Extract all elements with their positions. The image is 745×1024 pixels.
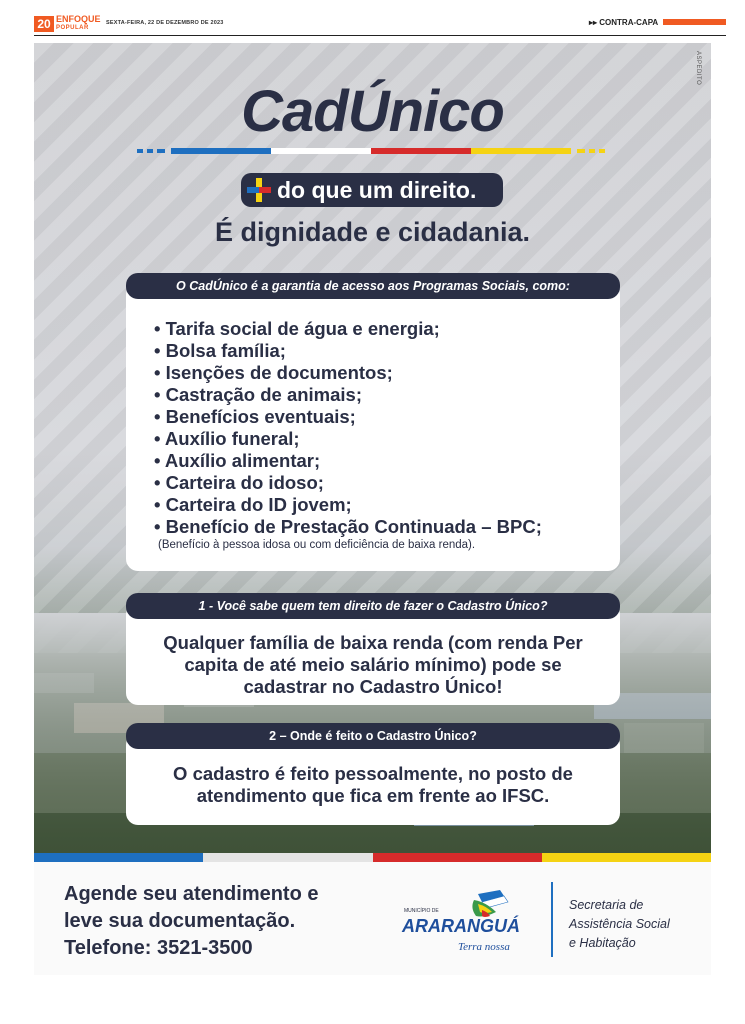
logo-slogan: Terra nossa (458, 941, 510, 953)
brand-name: ENFOQUE (56, 14, 101, 24)
cta-line: leve sua documentação. (64, 910, 296, 932)
programs-list (154, 318, 542, 552)
list-item: • Bolsa família; (154, 340, 286, 361)
cta-phone: Telefone: 3521-3500 (64, 937, 253, 959)
list-item: • Auxílio alimentar; (154, 450, 321, 471)
ad-title: CadÚnico (241, 79, 504, 144)
cta-line: Agende seu atendimento e (64, 883, 319, 905)
department-name (569, 896, 670, 953)
logo-name: ARARANGUÁ (402, 916, 520, 936)
question-2: 2 – Onde é feito o Cadastro Único? (126, 723, 620, 749)
tagline: do que um direito. (277, 177, 477, 203)
question-1: 1 - Você sabe quem tem direito de fazer o Cadastro Único? (126, 593, 620, 619)
dept-line: Assistência Social (569, 917, 670, 931)
dept-line: Secretaria de (569, 898, 644, 912)
photo-credit: ASPEDITO (695, 51, 701, 86)
advertisement (34, 43, 711, 855)
plus-icon (247, 178, 271, 202)
newspaper-header (34, 14, 726, 36)
brand-sub: POPULAR (56, 25, 89, 31)
page-number: 20 (34, 16, 54, 32)
ad-subtitle: É dignidade e cidadania. (214, 217, 531, 247)
municipality-logo (400, 890, 545, 960)
section-label: ▸▸ CONTRA-CAPA (589, 18, 659, 27)
list-item: • Castração de animais; (154, 384, 363, 405)
newspaper-brand (56, 15, 101, 33)
issue-date: SEXTA-FEIRA, 22 DE DEZEMBRO DE 2023 (106, 20, 224, 26)
answer-1 (126, 632, 620, 698)
logo-divider (551, 882, 553, 957)
answer-1-line: cadastrar no Cadastro Único! (243, 676, 503, 697)
answer-1-line: Qualquer família de baixa renda (com renda Per (163, 632, 583, 653)
answer-1-line: capita de até meio salário mínimo) pode se (184, 654, 562, 675)
list-item: • Isenções de documentos; (154, 362, 393, 383)
answer-2-line: atendimento que fica em frente ao IFSC. (196, 785, 550, 806)
programs-header: O CadÚnico é a garantia de acesso aos Programas Sociais, como: (126, 273, 620, 299)
list-item: • Benefícios eventuais; (154, 406, 356, 427)
call-to-action (64, 881, 319, 962)
color-band (34, 853, 711, 862)
list-item: • Benefício de Prestação Continuada – BPC; (154, 516, 542, 537)
section-bar (663, 19, 726, 25)
tagline-pill (241, 173, 503, 207)
header-rule (34, 35, 726, 36)
programs-note: (Benefício à pessoa idosa ou com deficiência de baixa renda). (158, 539, 476, 551)
list-item: • Tarifa social de água e energia; (154, 318, 440, 339)
list-item: • Auxílio funeral; (154, 428, 300, 449)
list-item: • Carteira do ID jovem; (154, 494, 352, 515)
dept-line: e Habitação (569, 936, 636, 950)
answer-2 (126, 763, 620, 807)
title-stripes (137, 147, 607, 155)
list-item: • Carteira do idoso; (154, 472, 324, 493)
answer-2-line: O cadastro é feito pessoalmente, no posto de (173, 763, 573, 784)
logo-small-text: MUNICÍPIO DE (404, 908, 439, 914)
